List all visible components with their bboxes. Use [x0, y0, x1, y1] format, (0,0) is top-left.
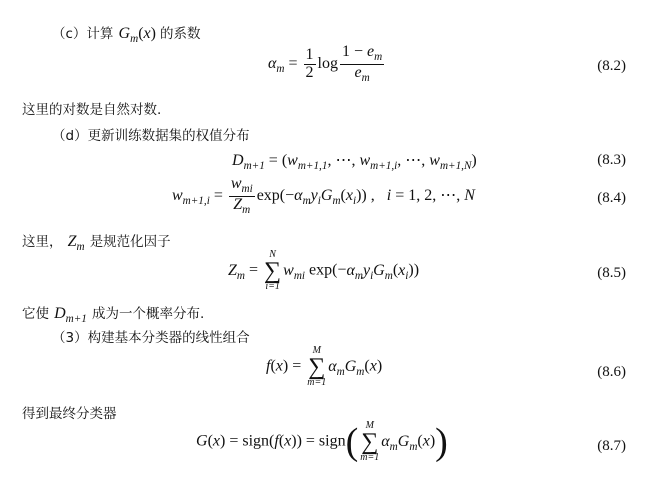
equation-number-8-5: (8.5) — [597, 265, 626, 281]
log-note: 这里的对数是自然对数. — [22, 102, 162, 118]
dm-note-post: 成为一个概率分布. — [91, 306, 205, 322]
equation-number-8-4: (8.4) — [597, 190, 626, 206]
zm-symbol: $Z_m$ — [67, 233, 85, 254]
dm-note — [22, 302, 204, 325]
step-c-tail: 的系数 — [159, 26, 201, 42]
step-d-heading: （d）更新训练数据集的权值分布 — [52, 128, 250, 144]
equation-8-4: $w_{m+1,i}$ = $\frac{w_{mi}}{Z_m}$ $\exp(-\alpha_my_iG_m(x_i))$ , i = 1, 2, ⋯, N — [172, 175, 475, 217]
equation-number-8-7: (8.7) — [597, 438, 626, 454]
dm-note-pre: 它使 — [22, 306, 49, 322]
gm-symbol: $G_m(x)$ — [118, 25, 160, 46]
equation-number-8-6: (8.6) — [597, 364, 626, 380]
equation-8-3: $D_{m+1} = (w_{m+1,1}$, ⋯, $w_{m+1,i}$, ⋯, $w_{m+1,N}$) — [232, 152, 477, 173]
dm-symbol: $D_{m+1}$ — [54, 305, 87, 326]
zm-note — [22, 230, 171, 253]
final-note: 得到最终分类器 — [22, 406, 117, 422]
equation-8-5: $Z_m$ = N ∑ i=1 $w_{mi}$ $\exp(-\alpha_my_iG_m(x_i))$ — [228, 249, 420, 293]
equation-8-2: $\alpha_m$ = $\frac{1}{2}$ log $\frac{1 - e_m}{e_m}$ — [268, 43, 383, 85]
equation-8-7: G(x) = sign(f(x)) = sign( M ∑ m=1 $\alpha_mG_m(x)$) — [196, 420, 448, 464]
step-c-label: （c）计算 — [52, 26, 114, 42]
equation-8-6: f(x) = M ∑ m=1 $\alpha_mG_m(x)$ — [266, 345, 383, 389]
equation-number-8-2: (8.2) — [597, 58, 626, 74]
equation-number-8-3: (8.3) — [597, 152, 626, 168]
zm-note-pre: 这里， — [22, 234, 63, 250]
step-c-heading — [52, 22, 200, 45]
step-3-heading: （3）构建基本分类器的线性组合 — [52, 330, 250, 346]
zm-note-post: 是规范化因子 — [89, 234, 171, 250]
